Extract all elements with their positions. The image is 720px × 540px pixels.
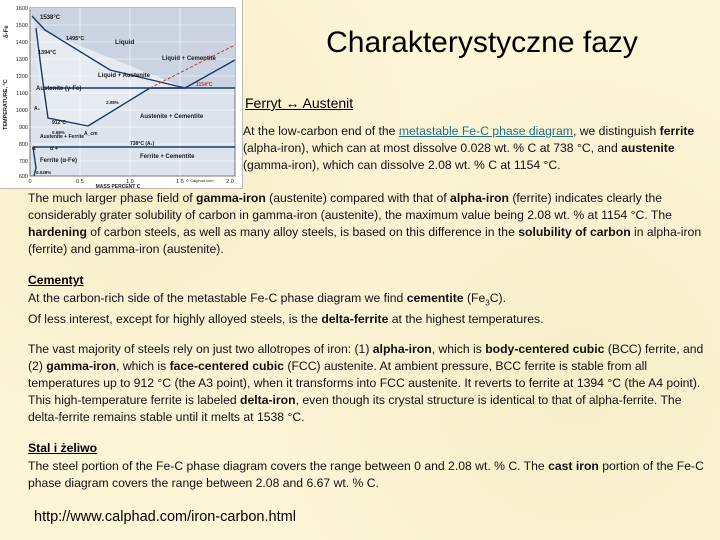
- phase-diagram-link[interactable]: metastable Fe-C phase diagram: [398, 124, 573, 138]
- x-axis-label: MASS PERCENT C: [95, 184, 141, 188]
- y-tick-label: 1500: [15, 23, 28, 29]
- x-tick-label: 0: [28, 179, 32, 185]
- label-alpha: α: [32, 146, 36, 152]
- x-tick-label: 1.5: [176, 179, 184, 185]
- label-068: 0.68%: [52, 130, 65, 135]
- y-tick-label: 1400: [15, 40, 28, 46]
- x-tick-label: 1.0: [126, 179, 134, 185]
- label-liquid: Liquid: [115, 39, 135, 46]
- label-a3: A₃: [34, 106, 40, 112]
- label-austenite-cementite: Austenite + Cementite: [140, 114, 204, 120]
- y-tick-label: 1100: [16, 91, 28, 97]
- x-tick-label: 0.5: [76, 179, 84, 185]
- y-tick-label: 1600: [15, 6, 28, 12]
- label-liquid-austenite: Liquid + Austenite: [98, 73, 150, 79]
- y-tick-label: 600: [18, 174, 28, 180]
- label-738: 738°C (A₁): [130, 141, 155, 147]
- section-heading-stal-zeliwo: Stal i żeliwo: [28, 441, 98, 455]
- label-ferrite-cementite: Ferrite + Cementite: [140, 154, 195, 160]
- label-austenite-ferrite: Austenite + Ferrite: [40, 134, 85, 140]
- section-heading-cementyt: Cementyt: [28, 273, 84, 287]
- paragraph-allotropes: The vast majority of steels rely on just two allotropes of iron: (1) alpha-iron, which is body-centered cubic (BCC) ferrite, and (2) gamma-iron, which is face-centered cubic (FCC) austenite. At ambient pressure, BCC ferrite is stable from all temperatures up to 912 °C (the A3 point), when it transforms into FCC austenite. It reverts to ferrite at 1394 °C (the A4 point). This high-temperature ferrite is labeled delta-iron, even though its crystal structure is identical to that of alpha-ferrite. The delta-ferrite remains stable until it melts at 1538 °C.: [28, 342, 704, 424]
- slide-title: Charakterystyczne fazy: [326, 26, 638, 59]
- label-liquid-cementite: Liquid + Cementite: [162, 56, 216, 62]
- diagram-copyright: © Calphad.com: [186, 178, 214, 183]
- section-heading-ferryt-austenit: Ferryt ↔ Austenit: [245, 95, 354, 111]
- label-austenite: Austenite (γ-Fe): [36, 86, 82, 92]
- label-ferrite: Ferrite (α-Fe): [40, 158, 78, 164]
- footer-source-url[interactable]: http://www.calphad.com/iron-carbon.html: [34, 509, 296, 525]
- y-tick-label: 1200: [15, 74, 28, 80]
- x-tick-label: 2.0: [226, 179, 234, 185]
- intro-paragraph: At the low-carbon end of the metastable Fe-C phase diagram, we distinguish ferrite (alpha-iron), which can at most dissolve 0.028 wt. % C at 738 °C, and austenite (gamma-iron), which can dissolve 2.08 wt. % C at 1154 °C.: [243, 124, 695, 172]
- label-208: 2.08%: [106, 100, 119, 105]
- y-tick-label: 1300: [15, 57, 28, 63]
- y-tick-label: 800: [18, 142, 28, 148]
- paragraph-cementite: At the carbon-rich side of the metastable Fe-C phase diagram we find cementite $(Fe_3C)$. Of less interest, except for highly alloyed steels, is the delta-ferrite at the highest temperatures.: [28, 291, 544, 327]
- label-912: 912°C: [52, 120, 66, 126]
- y-tick-label: 1000: [15, 108, 28, 114]
- label-1538: 1538°C: [40, 15, 61, 21]
- fe-c-phase-diagram: [0, 0, 243, 189]
- label-a-cm: A_cm: [84, 131, 98, 137]
- label-alpha-plus: α +: [50, 146, 59, 152]
- y-axis-label: TEMPERATURE, °C: [3, 79, 9, 130]
- y-tick-label: 900: [18, 125, 28, 131]
- label-1154: 1154°C: [196, 82, 213, 88]
- y-tick-label: 700: [18, 159, 28, 165]
- label-1495: 1495°C: [66, 36, 85, 42]
- delta-fe-label: δ-Fe: [4, 25, 10, 38]
- label-1394: 1394°C: [38, 50, 57, 56]
- label-0028: 0.028%: [36, 170, 52, 175]
- paragraph-steel-cast-iron: The steel portion of the Fe-C phase diagram covers the range between 0 and 2.08 wt. % C. The cast iron portion of the Fe-C phase diagram covers the range between 2.08 and 6.67 wt. % C.: [28, 459, 704, 490]
- paragraph-solubility: The much larger phase field of gamma-iron (austenite) compared with that of alpha-iron (ferrite) indicates clearly the considerably grater solubility of carbon in gamma-iron (austenite), the maximum value being 2.08 wt. % at 1154 °C. The hardening of carbon steels, as well as many alloy steels, is based on this difference in the solubility of carbon in alpha-iron (ferrite) and gamma-iron (austenite).: [28, 191, 702, 256]
